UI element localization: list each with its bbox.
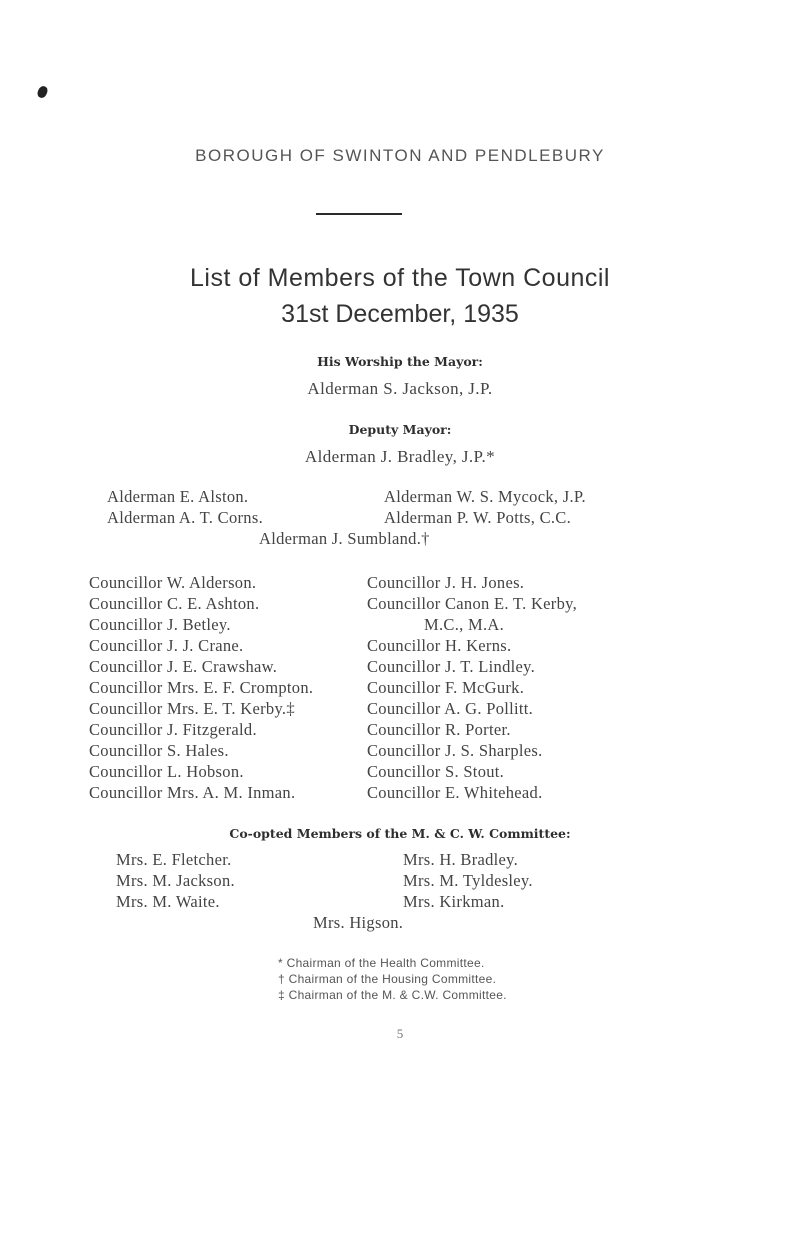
councillor-entry: Councillor J. Betley. [89, 615, 231, 634]
alderman-entry: Alderman E. Alston. [107, 487, 249, 506]
ink-blot [36, 85, 49, 100]
councillor-entry: Councillor Mrs. E. T. Kerby.‡ [89, 699, 295, 718]
page-title: List of Members of the Town Council [189, 264, 610, 292]
councillor-entry: Councillor C. E. Ashton. [89, 594, 260, 613]
alderman-entry: Alderman P. W. Potts, C.C. [384, 508, 572, 527]
councillor-entry: Councillor A. G. Pollitt. [367, 699, 534, 718]
councillor-entry: Councillor L. Hobson. [89, 762, 244, 781]
coopted-centered: Mrs. Higson. [313, 913, 404, 932]
councillor-entry: Councillor S. Stout. [367, 762, 505, 781]
coopted-right-column [403, 849, 533, 912]
coopted-entry: Mrs. H. Bradley. [403, 850, 519, 869]
councillors-left-column [89, 572, 313, 803]
deputy-mayor-name: Alderman J. Bradley, J.P.* [304, 447, 496, 466]
councillor-entry: Councillor E. Whitehead. [367, 783, 543, 802]
footnote: † Chairman of the Housing Committee. [278, 972, 497, 986]
divider-rule [316, 213, 402, 215]
councillor-entry: Councillor J. S. Sharples. [367, 741, 543, 760]
alderman-centered: Alderman J. Sumbland.† [259, 529, 430, 548]
coopted-entry: Mrs. M. Tyldesley. [403, 871, 533, 890]
councillors-right-column [367, 572, 577, 803]
page-number: 5 [396, 1026, 404, 1041]
councillor-entry: Councillor Mrs. A. M. Inman. [89, 783, 296, 802]
alderman-entry: Alderman A. T. Corns. [107, 508, 264, 527]
mayor-heading: His Worship the Mayor: [317, 354, 483, 369]
footnote: ‡ Chairman of the M. & C.W. Committee. [278, 988, 507, 1002]
coopted-entry: Mrs. M. Jackson. [116, 871, 235, 890]
aldermen-left-column [107, 486, 263, 528]
councillor-entry: Councillor R. Porter. [367, 720, 511, 739]
councillor-entry: Councillor J. T. Lindley. [367, 657, 536, 676]
councillor-entry: Councillor W. Alderson. [89, 573, 257, 592]
alderman-entry: Alderman W. S. Mycock, J.P. [384, 487, 586, 506]
mayor-name: Alderman S. Jackson, J.P. [307, 379, 493, 398]
footnote: * Chairman of the Health Committee. [278, 956, 485, 970]
councillor-entry: Councillor J. J. Crane. [89, 636, 244, 655]
councillor-entry: Councillor J. Fitzgerald. [89, 720, 257, 739]
aldermen-right-column [384, 486, 586, 528]
coopted-entry: Mrs. E. Fletcher. [116, 850, 232, 869]
borough-heading: BOROUGH OF SWINTON AND PENDLEBURY [195, 146, 605, 165]
councillor-entry: Councillor H. Kerns. [367, 636, 512, 655]
councillor-entry: Councillor S. Hales. [89, 741, 229, 760]
councillor-entry: Councillor J. E. Crawshaw. [89, 657, 278, 676]
councillor-entry: Councillor F. McGurk. [367, 678, 525, 697]
councillor-entry: Councillor J. H. Jones. [367, 573, 525, 592]
councillor-entry: Councillor Canon E. T. Kerby, [367, 594, 578, 613]
councillor-entry: Councillor Mrs. E. F. Crompton. [89, 678, 314, 697]
coopted-entry: Mrs. Kirkman. [403, 892, 505, 911]
coopted-entry: Mrs. M. Waite. [116, 892, 220, 911]
deputy-mayor-heading: Deputy Mayor: [348, 422, 452, 437]
councillor-entry-continued: M.C., M.A. [424, 615, 505, 634]
page-date: 31st December, 1935 [281, 300, 519, 328]
footnotes [278, 955, 507, 1003]
coopted-left-column [116, 849, 235, 912]
coopted-heading: Co-opted Members of the M. & C. W. Committee: [229, 826, 571, 841]
